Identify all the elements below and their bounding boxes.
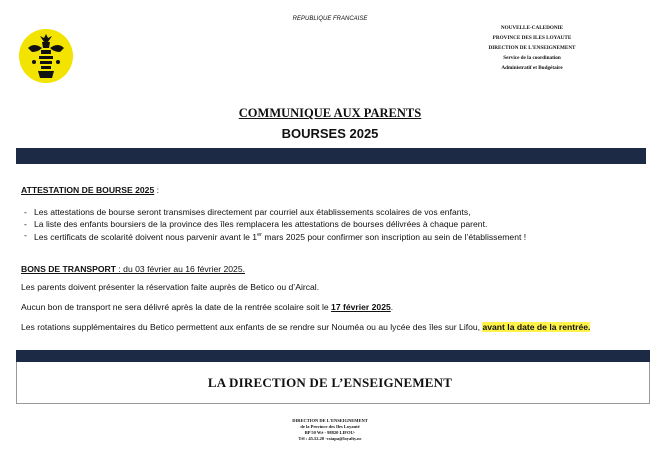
stamp-line: DIRECTION DE L'ENSEIGNEMENT [292,418,368,423]
address-stamp [280,418,380,442]
organisation-block [468,25,596,72]
transport-title: BONS DE TRANSPORT [21,264,117,275]
highlighted-text: avant la date de la rentrée. [482,322,591,333]
list-item: - Les attestations de bourse seront transmises directement par courriel aux établissements scolaires de vos enfants, [24,207,641,219]
footer-divider-bar [16,350,650,362]
attestation-title-suffix: : [154,185,160,195]
province-logo-icon [18,28,74,84]
list-item [24,230,641,243]
header-divider-bar [16,148,646,164]
stamp-line: de la Province des Iles Loyauté [300,424,360,429]
paragraph-text: Aucun bon de transport ne sera délivré après la date de la rentrée scolaire soit le [21,302,332,313]
transport-paragraph-2 [21,301,641,313]
transport-paragraph-1: Les parents doivent présenter la réservation faite auprès de Betico ou d’Aircal. [21,282,320,293]
paragraph-text: . [390,302,394,313]
transport-paragraph-3 [21,321,641,333]
transport-heading [21,263,641,275]
attestation-heading [21,184,641,196]
communique-title: COMMUNIQUE AUX PARENTS [238,106,422,120]
org-line-province: PROVINCE DES ILES LOYAUTE [492,35,572,41]
stamp-line: Tél : 45.52.20 -cstapa@loyalty.nc [298,436,362,441]
attestation-title: ATTESTATION DE BOURSE 2025 [21,185,155,195]
ordinal-superscript: er [257,232,262,238]
org-line-direction: DIRECTION DE L'ENSEIGNEMENT [488,45,576,51]
org-line-nouvelle-caledonie: NOUVELLE-CALEDONIE [500,25,564,31]
main-content [21,184,641,333]
paragraph-text: Les rotations supplémentaires du Betico permettent aux enfants de se rendre sur Nouméa ou au lycée des îles sur Lifou, [21,322,483,333]
list-item: - La liste des enfants boursiers de la province des îles remplacera les attestations de bourses délivrées à chaque parent. [24,219,641,231]
attestation-list [24,207,641,243]
bourses-title: BOURSES 2025 [281,126,379,141]
list-item-text: mars 2025 pour confirmer son inscription au sein de l’établissement ! [261,231,527,242]
rentree-date: 17 février 2025 [331,302,391,313]
stamp-line: BP 50 Wé - 98820 LIFOU- [304,430,356,435]
transport-dates: : du 03 février au 16 février 2025. [116,264,245,275]
republique-label: REPUBLIQUE FRANCAISE [292,16,368,22]
org-line-service: Service de la coordination [503,55,561,61]
direction-signature: LA DIRECTION DE L’ENSEIGNEMENT [207,375,453,390]
list-item-text: Les certificats de scolarité doivent nous parvenir avant le 1 [34,231,258,242]
org-line-administratif: Administratif et Budgétaire [501,65,563,71]
